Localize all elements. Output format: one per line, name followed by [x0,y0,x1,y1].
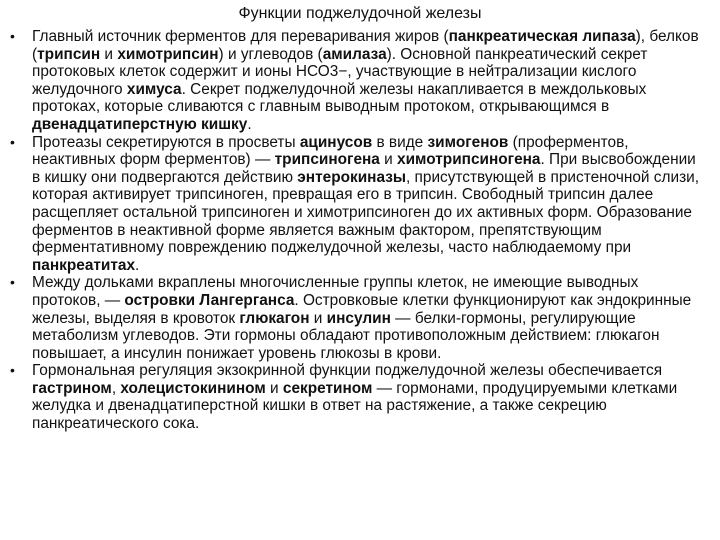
bold-term: химуса [126,80,182,98]
bullet-item [10,362,700,433]
bold-term: инсулин [326,309,391,327]
text-run: и [265,379,283,397]
bullet-list [0,28,700,433]
bullet-item [10,274,700,362]
bold-term: амилаза [322,45,387,63]
bold-term: секретином [282,379,373,397]
bold-term: зимогенов [427,133,509,151]
bullet-item [10,28,700,134]
bullet-text [32,362,677,432]
bullet-text [32,274,691,361]
text-run: . При высвобождении в кишку они подвергаются действию [32,151,696,186]
text-run: ) и углеводов ( [218,45,323,63]
text-run: и [100,45,118,63]
text-run: . [247,115,252,133]
bold-term: панкреатитах [32,256,136,274]
text-run: − [338,63,348,81]
text-run: . Островковые клетки функционируют как эндокринные железы, выделяя в кровоток [32,291,692,327]
bold-term: трипсиногена [274,151,380,169]
text-run: ). Основной панкреатический секрет протоковых клеток содержит и ионы НСО3 [32,45,648,81]
text-run: , присутствующей в пристеночной слизи, которая активирует трипсиноген, превращая его в трипсин. Свободный трипсин далее расщепляет остальной трипсиноген и химотрипсиноген до их активных форм. Образование ферментов в неактивной форме является важным фактором, препятствующим ферментативному повреждению поджелудочной железы, часто наблюдаемому при [32,168,699,257]
text-run: Гормональная регуляция экзокринной функции поджелудочной железы обеспечивается [32,362,663,380]
bold-term: глюкагон [239,309,310,327]
bold-term: трипсин [37,45,101,63]
text-run: Главный источник ферментов для переваривания жиров ( [32,28,449,45]
text-run: — белки-гормоны, регулирующие метаболизм углеводов. Эти гормоны обладают противоположным действием: глюкагон повышает, а инсулин понижает уровень глюкозы в крови. [32,309,660,362]
bullet-marker: • [10,362,15,379]
text-run: Протеазы секретируются в просветы [32,133,300,151]
text-run: — гормонами, продуцируемыми клетками желудка и двенадцатиперстной кишки в ответ на растяжение, а также секрецию панкреатического сока. [32,379,678,433]
text-run: , участвующие в нейтрализации кислого желудочного [32,63,637,98]
bold-term: химотрипсиногена [397,151,541,169]
text-run: Между дольками вкраплены многочисленные группы клеток, не имеющие выводных протоков, — [32,274,639,309]
bold-term: ацинусов [299,133,373,151]
text-run: и [379,151,398,169]
bold-term: химотрипсин [117,45,219,63]
bold-term: двенадцатиперстную кишку [32,115,248,133]
bullet-text [32,134,699,274]
bold-term: холецистокинином [120,379,266,397]
text-run: (проферментов, неактивных форм ферментов) — [32,133,629,169]
text-run: и [309,309,327,327]
slide-title: Функции поджелудочной железы [238,5,482,22]
text-run: ), белков ( [32,28,699,63]
bold-term: панкреатическая липаза [448,28,636,45]
text-run: . [135,256,140,274]
bullet-marker: • [10,28,15,44]
bullet-item [10,133,700,275]
text-run: . Секрет поджелудочной железы накапливается в междольковых протоках, которые сливаются с главным выводным протоком, открывающимся в [32,80,647,116]
text-run: в виде [372,133,428,151]
bullet-marker: • [10,274,15,291]
bold-term: островки Лангерганса [124,291,295,309]
bold-term: энтерокиназы [297,168,406,186]
bold-term: гастрином [32,379,112,397]
text-run: , [111,379,121,397]
bullet-marker: • [10,133,15,150]
bullet-text [32,28,699,133]
